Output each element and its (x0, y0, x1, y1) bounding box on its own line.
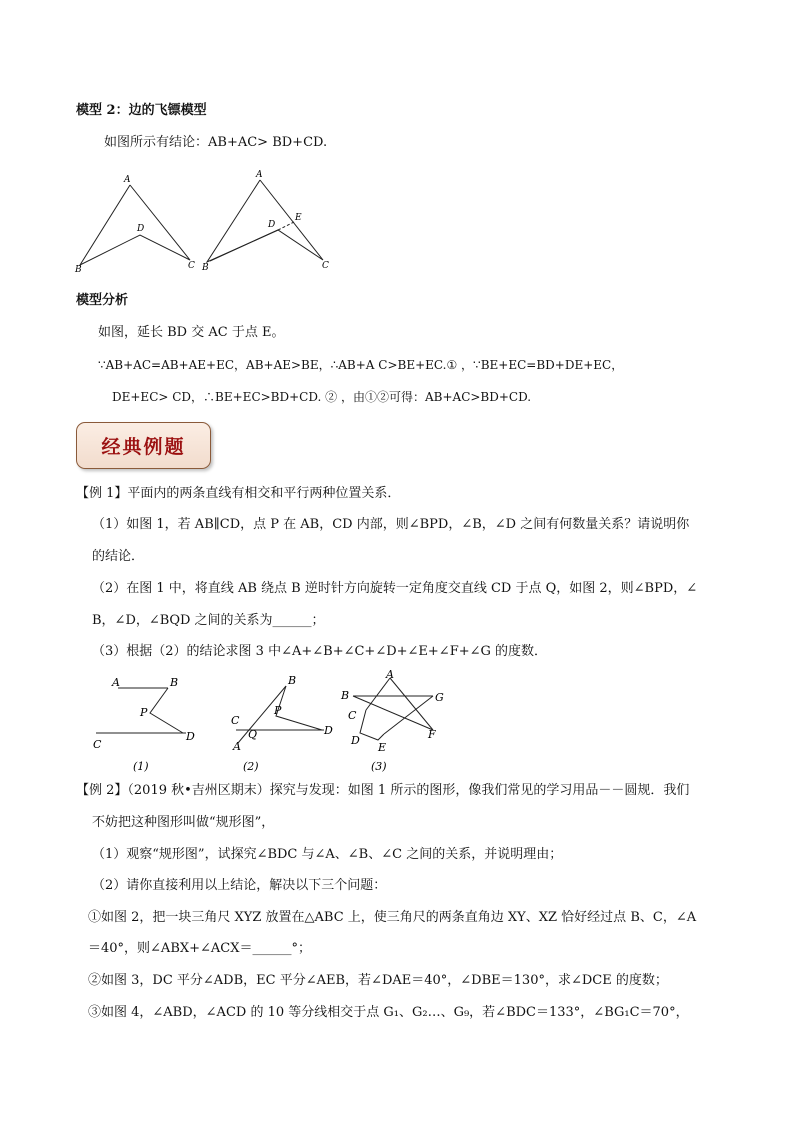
example1-figures (88, 668, 458, 778)
example1-q1a: （1）如图 1，若 AB∥CD，点 P 在 AB，CD 内部，则∠BPD，∠B，∠D 之间有何数量关系？请说明你 (92, 517, 690, 532)
label-b-right: B (202, 263, 209, 273)
fig2-label-b: B (288, 674, 297, 687)
dart-figure-left (74, 175, 195, 275)
label-c-left: C (188, 261, 195, 271)
label-a-left: A (124, 175, 131, 185)
label-c-right: C (322, 261, 329, 271)
fig2-label-p: P (274, 704, 282, 717)
fig2-label-d: D (324, 724, 333, 737)
label-a-right: A (256, 170, 263, 180)
model-heading: 模型 2：边的飞镖模型 (76, 103, 207, 118)
badge-label: 经典例题 (101, 436, 186, 458)
fig3-label-d: D (351, 734, 360, 747)
fig1-label-c: C (93, 738, 102, 751)
figure-2 (231, 674, 333, 773)
example1-q3: （3）根据（2）的结论求图 3 中∠A+∠B+∠C+∠D+∠E+∠F+∠G 的度数． (92, 644, 548, 659)
label-d-right: D (268, 220, 276, 230)
analysis-line-2: ∵AB+AC=AB+AE+EC，AB+AE>BE，∴AB+A C>BE+EC.① ，∵BE+EC=BD+DE+EC， (98, 358, 624, 372)
fig3-label-c: C (348, 709, 357, 722)
fig1-caption: (1) (133, 760, 149, 773)
fig1-label-b: B (170, 676, 179, 689)
example2-s1b: ＝40°，则∠ABX+∠ACX＝______°； (88, 941, 312, 956)
fig3-label-g: G (435, 691, 444, 704)
label-b-left: B (75, 265, 82, 275)
model-statement: 如图所示有结论：AB+AC> BD+CD. (104, 135, 328, 150)
fig1-label-d: D (186, 730, 195, 743)
example1-q2a: （2）在图 1 中，将直线 AB 绕点 B 逆时针方向旋转一定角度交直线 CD 于点 Q，如图 2，则∠BPD，∠ (92, 581, 698, 596)
analysis-heading: 模型分析 (76, 293, 129, 308)
dart-figures (60, 160, 360, 280)
label-e-right: E (295, 213, 302, 223)
figure-1 (93, 676, 195, 773)
fig3-label-b: B (341, 689, 350, 702)
fig3-label-a: A (386, 668, 394, 681)
example2-s2: ②如图 3，DC 平分∠ADB，EC 平分∠AEB，若∠DAE＝40°，∠DBE＝130°，求∠DCE 的度数； (88, 973, 668, 988)
example1-title: 【例 1】平面内的两条直线有相交和平行两种位置关系． (76, 486, 401, 501)
analysis-line-1: 如图，延长 BD 交 AC 于点 E。 (98, 325, 285, 340)
dart-figure-right (201, 170, 329, 273)
example2-q2: （2）请你直接利用以上结论，解决以下三个问题： (92, 878, 387, 893)
fig2-label-q: Q (248, 728, 258, 741)
fig2-label-a: A (233, 740, 241, 753)
fig1-label-a: A (112, 676, 120, 689)
fig2-caption: (2) (243, 760, 259, 773)
fig1-label-p: P (140, 706, 148, 719)
fig3-label-f: F (428, 728, 436, 741)
example1-q2b: B，∠D，∠BQD 之间的关系为______； (92, 613, 325, 628)
fig3-label-e: E (378, 741, 387, 754)
example2-s1a: ①如图 2，把一块三角尺 XYZ 放置在△ABC 上，使三角尺的两条直角边 XY、XZ 恰好经过点 B、C，∠A (88, 910, 697, 925)
label-d-left: D (137, 224, 145, 234)
figure-3 (340, 668, 444, 773)
example2-title: 【例 2】（2019 秋•吉州区期末）探究与发现：如图 1 所示的图形，像我们常见的学习用品－－圆规．我们 (76, 783, 690, 798)
analysis-line-3: DE+EC> CD，∴BE+EC>BD+CD. ② ，由①②可得：AB+AC>BD+CD. (112, 390, 532, 404)
classic-examples-badge (76, 422, 211, 469)
fig3-caption: (3) (371, 760, 387, 773)
fig2-label-c: C (231, 714, 240, 727)
example2-line2: 不妨把这种图形叫做“规形图”， (92, 815, 275, 830)
example2-s3: ③如图 4，∠ABD，∠ACD 的 10 等分线相交于点 G₁、G₂…、G₉，若∠BDC＝133°，∠BG₁C＝70°， (88, 1005, 689, 1020)
example1-q1b: 的结论． (92, 549, 145, 564)
example2-q1: （1）观察“规形图”，试探究∠BDC 与∠A、∠B、∠C 之间的关系，并说明理由； (92, 847, 563, 862)
